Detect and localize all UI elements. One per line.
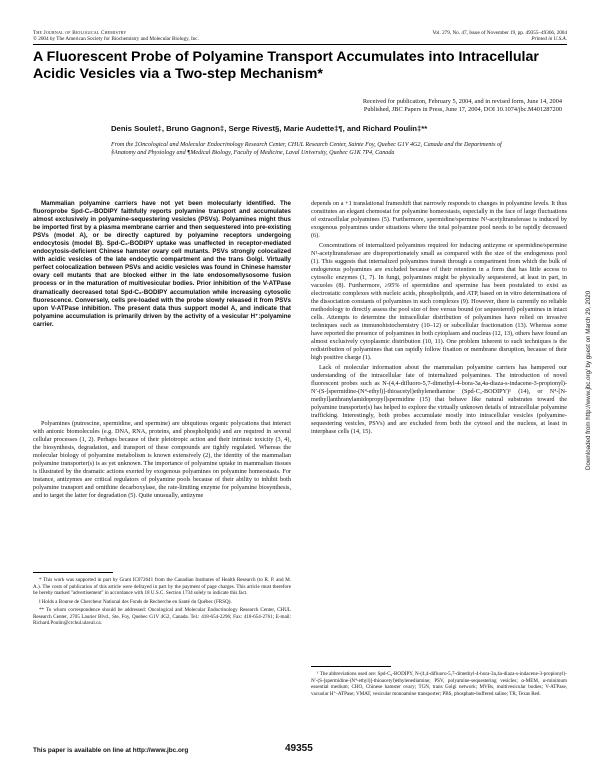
page-number: 49355 [285,743,313,754]
body-paragraph: Concentrations of internalized polyamines required for inducing antizyme or spermidine/spermine N¹-acetyltransferase are disproportionately small as compared with the size of the endogenous pool (1). This suggests that internalized polyamines transit through a compartment from which the bulk of endogenous polyamines are excluded because of their retention in a form that has little access to cytosolic enzymes (1, 7). In fungi, polyamines might be physically sequestered, at least in part, in vacuoles (8). Furthermore, ≥95% of spermidine and spermine has been postulated to exist as electrostatic complexes with nucleic acids, phospholipids, and ATP, based on in vitro determinations of the dissociation constants of polyamines in such complexes (9). However, there is currently no reliable methodology to directly assess the pool size of free versus bound (or sequestered) polyamines in intact cells. Attempts to determine the intracellular distribution of polyamines have relied on invasive techniques such as immunohistochemistry (10–12) or subcellular fractionation (13). Whereas some have reported the presence of polyamines in both cytoplasm and nucleus (12, 13), others have found an almost exclusively cytoplasmic distribution (10, 11). One problem inherent to such techniques is the redistribution of polyamines that can rapidly follow fixation or membrane disruption, because of their high positive charge (1). [311,241,567,362]
body-paragraph: Polyamines (putrescine, spermidine, and spermine) are ubiquitous organic polycations that interact with anionic biomolecules (e.g. DNA, RNA, proteins, and phospholipids) and are required in several cellular processes (1, 2). Perhaps because of their pleiotropic action and their intrinsic toxicity (3, 4), the biosynthesis, degradation, and transport of these compounds are tightly regulated. Whereas the molecular biology of polyamine metabolism is known extensively (2), the identity of the mammalian polyamine transporter(s) is as yet unknown. The importance of polyamine uptake in mammalian tissues is illustrated by the dramatic actions exerted by exogenous polyamines on polyamine homeostasis. For instance, antizymes are critical regulators of polyamine pools because of their ability to inhibit both polyamine transport and ornithine decarboxylase, the rate-limiting enzyme for polyamine biosynthesis, and to target the latter for degradation (5). Quite unusually, antizyme [33,420,291,500]
download-sidebar: Downloaded from http://www.jbc.org/ by guest on March 29, 2020 [585,290,592,470]
journal-header-left [33,30,199,43]
journal-name: The Journal of Biological Chemistry [33,30,127,36]
author-list: Denis Soulet‡, Bruno Gagnon‡, Serge Rivest§, Marie Audette‡¶, and Richard Poulin‡** [111,124,428,133]
footnotes-left [33,577,291,629]
publication-dates [82,98,562,114]
printed-line: Printed in U.S.A. [531,36,567,43]
body-paragraph: Lack of molecular information about the mammalian polyamine carriers has hampered our understanding of the intracellular fate of internalized polyamines. The introduction of novel fluorescent probes such as N-(4,4-difluoro-5,7-dimethyl-4-bora-3a,4a-diaza-s-indacene-3-propionyl)-N′-(S-[spermidine-(N⁴-ethyl)]-thioacetyl)ethylenediamine (Spd-C₂-BODIPY)¹ (14), or N⁴-[N-methyl]anthranylamidopropyl]spermidine (15) that behave like natural substrates toward the polyamine transporter(s) has helped to explore the virtually unknown details of intracellular polyamine trafficking. Interestingly, both probes accumulate mostly into intracellular vesicles (polyamine-sequestering vesicles, PSVs) and are excluded from both the cytosol and the nucleus, at least in interphase cells (14, 15). [311,363,567,436]
article-title: A Fluorescent Probe of Polyamine Transport Accumulates into Intracellular Acidic Vesicles via a Two-step Mechanism* [33,49,539,82]
body-left-column [33,420,291,502]
footnote: * This work was supported in part by Grant IC072641 from the Canadian Institutes of Health Research (to R. P. and M. A.). The costs of publication of this article were defrayed in part by the payment of page charges. This article must therefore be hereby marked "advertisement" in accordance with 18 U.S.C. Section 1734 solely to indicate this fact. [33,577,291,596]
published-line: Published, JBC Papers in Press, June 17, 2004, DOI 10.1074/jbc.M401287200 [363,106,562,114]
footnote: ‖ Holds a Bourse de Chercheur National des Fonds de Recherche en Santé du Québec (FRSQ). [39,598,232,605]
affiliation: From the ‡Oncological and Molecular Endocrinology Research Center, CHUL Research Center, Sainte Foy, Quebec G1V 4G2, Canada and the Departments of §Anatomy and Physiology and ¶Medical Biology, Faculty of Medicine, Laval University, Quebec G1K 7P4, Canada [111,142,502,157]
online-availability: This paper is available on line at http://www.jbc.org [33,747,189,754]
body-paragraph: depends on a +1 translational frameshift that narrowly responds to changes in polyamine levels. It thus constitutes an elegant chemostat for polyamine homeostasis, especially in the face of large fluctuations of extracellular polyamines (5). Furthermore, spermidine/spermine N¹-acetyltransferase is induced by exogenous polyamines under situations where the total polyamine pool needs to be rapidly decreased (6). [311,200,567,240]
volume-line: Vol. 279, No. 47, Issue of November 19, pp. 49355–49366, 2004 [432,30,567,36]
abstract [33,200,291,329]
journal-header-right [432,30,567,43]
header-rule [33,44,567,45]
footnote-rule-right [311,666,391,667]
received-line: Received for publication, February 5, 2004, and in revised form, June 14, 2004 [362,98,562,105]
abstract-text: Mammalian polyamine carriers have not yet been molecularly identified. The fluoroprobe Spd-C₂-BODIPY faithfully reports polyamine transport and accumulates almost exclusively in polyamine-sequestering vesicles (PSVs). Polyamines might thus be imported first by a plasma membrane carrier and then sequestered into pre-existing PSVs (model A), or be directly captured by polyamine receptors undergoing endocytosis (model B). Spd-C₂-BODIPY uptake was unaffected in receptor-mediated endocytosis-deficient Chinese hamster ovary cell mutants. PSVs strongly colocalized with acidic vesicles of the late endocytic compartment and the trans Golgi. Virtually perfect colocalization between PSVs and acidic vesicles was found in Chinese hamster ovary cell mutants that are blocked either in the late endosome/lysosome fusion process or in the maturation of multivesicular bodies. Prior inhibition of the V-ATPase dramatically decreased total Spd-C₂-BODIPY accumulation while increasing cytosolic fluorescence. Conversely, cells pre-loaded with the probe slowly released it from PSVs upon V-ATPase inhibition. The present data thus support model A, and indicate that polyamine accumulation is primarily driven by the activity of a vesicular H⁺:polyamine carrier. [33,200,291,328]
footnotes-right [311,671,567,699]
copyright-line: © 2004 by The American Society for Biochemistry and Molecular Biology, Inc. [33,36,199,43]
footnote-rule-left [33,572,113,573]
body-right-column [311,200,567,438]
footnote: ¹ The abbreviations used are: Spd-C₂-BODIPY, N-(4,4-difluoro-5,7-dimethyl-4-bora-3a,4a-diaza-s-indacene-3-propionyl)-N′-(S-[spermidine-(N⁴-ethyl)]-thioacetyl)ethylenediamine; PSV, polyamine-sequestering vesicles; α-MEM, α-minimum essential medium; CHO, Chinese hamster ovary; TGN, trans Golgi network; MVBs, multivesicular bodies; V-ATPase, vacuolar H⁺-ATPase; VMAT, vesicular monoamine transporter; PBS, phosphate-buffered saline; TR, Texas Red. [311,671,567,697]
footnote: ** To whom correspondence should be addressed: Oncological and Molecular Endocrinology Research Center, CHUL Research Center, 2705 Laurier Blvd., Ste. Foy, Quebec G1V 4G2, Canada. Tel.: 418-654-2296; Fax: 418-654-2761; E-mail: Richard.Poulin@crchul.ulaval.ca. [33,607,291,626]
